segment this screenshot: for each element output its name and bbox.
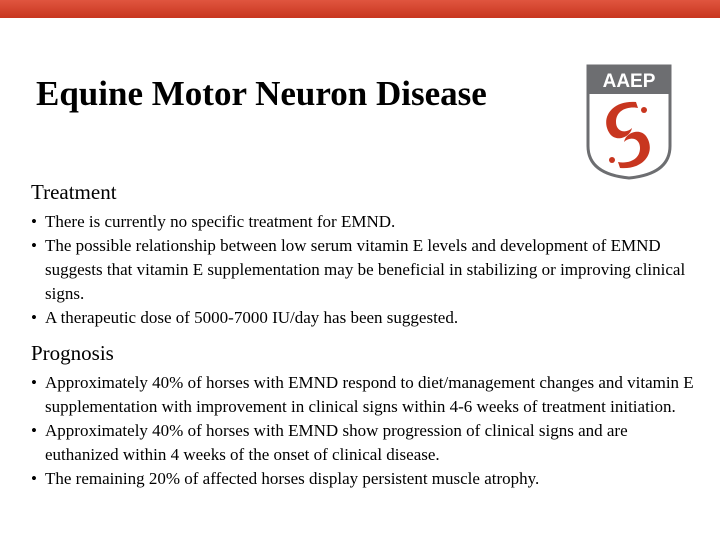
aaep-seal-logo	[586, 64, 672, 180]
slide-title: Equine Motor Neuron Disease	[36, 74, 487, 113]
list-item: • A therapeutic dose of 5000-7000 IU/day has been suggested.	[31, 306, 701, 330]
treatment-list	[31, 210, 701, 330]
list-item: • The remaining 20% of affected horses display persistent muscle atrophy.	[31, 467, 701, 491]
treatment-section	[31, 180, 701, 330]
treatment-heading: Treatment	[31, 180, 117, 204]
prognosis-list	[31, 371, 701, 491]
list-item: • Approximately 40% of horses with EMND respond to diet/management changes and vitamin E supplementation with improvement in clinical signs within 4-6 weeks of treatment initiation.	[31, 371, 701, 419]
logo-text: AAEP	[602, 71, 656, 92]
prognosis-heading: Prognosis	[31, 341, 114, 365]
list-item: • The possible relationship between low serum vitamin E levels and development of EMND suggests that vitamin E supplementation may be beneficial in stabilizing or improving clinical signs.	[31, 234, 701, 306]
prognosis-section	[31, 341, 701, 491]
list-item: • There is currently no specific treatment for EMND.	[31, 210, 701, 234]
top-accent-bar	[0, 0, 720, 18]
list-item: • Approximately 40% of horses with EMND show progression of clinical signs and are euthanized within 4 weeks of the onset of clinical disease.	[31, 419, 701, 467]
